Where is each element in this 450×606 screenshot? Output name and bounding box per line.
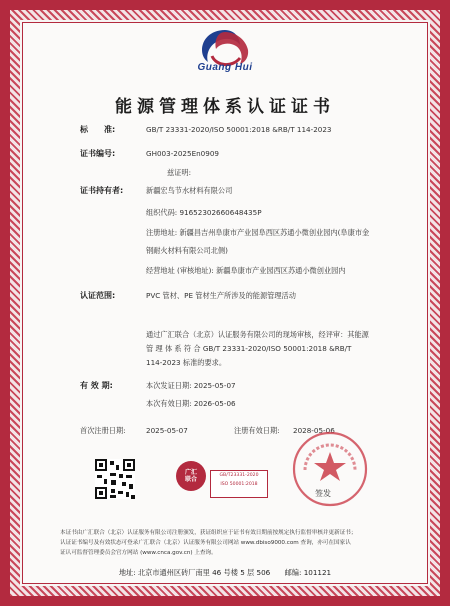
holder-reg-address-line2: 钢耐火材料有限公司北侧) [146,246,228,255]
cert-mark-standard1: GB/T23331-2020 [219,473,259,478]
holder-name: 新疆宏鸟节水材料有限公司 [146,186,233,195]
holder-op-address: 经营地址 (审核地址): 新疆阜康市产业园西区苏通小微创业园内 [146,266,346,275]
company-address: 地址: 北京市通州区砖厂南里 46 号楼 5 层 506 邮编: 101121 [118,568,332,577]
footer-line2: 认证证书编号及有效状态可登录广汇联合（北京）认证服务有限公司网站 www.dbiso9000.com 查询，亦可在国家认 [60,540,351,546]
brand-name: Guang Hui [197,62,253,73]
holder-org-code: 组织代码: 91652302660648435P [146,208,262,217]
proof-label: 兹证明: [167,168,191,177]
footer-line3: 证认可监督管理委员会官方网站 (www.cnca.gov.cn) 上查询。 [60,550,217,556]
certification-mark [210,470,268,498]
footer-notes [60,528,390,558]
scope-label: 认证范围: [80,291,116,300]
guanghui-logo-icon [196,26,254,82]
cnca-accreditation-logo [176,461,206,491]
footer-line1: 本证书由广汇联合（北京）认证服务有限公司注册颁发，获证组织应于证书有效日期前按规定执行监督审核并更新证书； [60,530,357,536]
issue-date: 本次发证日期: 2025-05-07 [146,381,236,390]
reg-expiry-value: 2028-05-06 [293,426,335,435]
scope-value: PVC 管材、PE 管材生产所涉及的能源管理活动 [146,291,296,300]
cert-number-value: GH003-2025En0909 [146,149,219,158]
standard-label: 标 准: [80,125,116,134]
statement-line3: 114-2023 标准的要求。 [146,358,227,367]
statement-line2: 管 理 体 系 符 合 GB/T 23331-2020/ISO 50001:2018 &RB/T [146,344,352,353]
qr-code-icon [95,459,135,499]
certificate-title: 能源管理体系认证证书 [115,97,335,117]
reg-expiry-label: 注册有效日期: [234,426,280,435]
signature: 签发 [315,489,331,498]
cert-number-label: 证书编号: [80,149,116,158]
standard-value: GB/T 23331-2020/ISO 50001:2018 &RB/T 114-2023 [146,125,332,134]
statement-line1: 通过广汇联合（北京）认证服务有限公司的现场审核，经评审：其能源 [146,330,369,339]
holder-label: 证书持有者: [80,186,124,195]
cnca-logo-line2: 联合 [184,476,197,483]
audit-statement [146,328,386,370]
first-reg-value: 2025-05-07 [146,426,188,435]
expiry-date: 本次有效日期: 2026-05-06 [146,399,236,408]
validity-label: 有 效 期: [80,381,113,390]
cert-mark-standard2: ISO 50001:2018 [220,482,258,487]
cnca-logo-line1: 广汇 [184,469,197,476]
holder-reg-address-line1: 注册地址: 新疆昌吉州阜康市产业园阜西区苏通小微创业园内(阜康市金 [146,228,370,237]
first-reg-label: 首次注册日期: [80,426,126,435]
